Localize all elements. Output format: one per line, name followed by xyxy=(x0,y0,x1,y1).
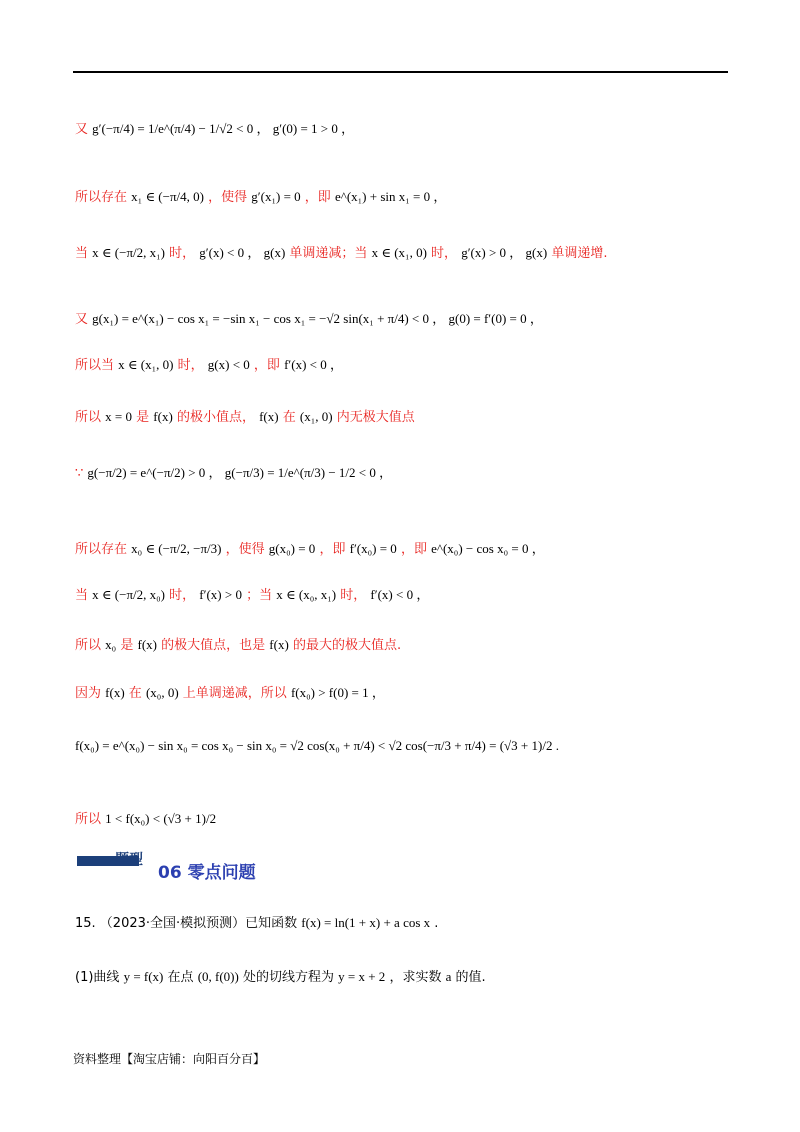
formula: g′(x) > 0 ， g(x) xyxy=(461,245,548,260)
text: ，即 xyxy=(304,190,331,205)
formula: f′(x) < 0 ， xyxy=(370,587,430,602)
text: 是 xyxy=(120,638,134,653)
formula: g(x₁) = e^(x₁) − cos x₁ = −sin x₁ − cos x₁ = −√2 sin(x₁ + π/4) < 0 ， g(0) = f′(0) = 0 ， xyxy=(92,311,543,326)
text: 的极小值点， xyxy=(176,410,255,425)
solution-line-11 xyxy=(75,682,385,701)
solution-line-7 xyxy=(75,462,392,481)
text: 单调递减；当 xyxy=(289,246,368,261)
formula: f(x₀) > f(0) = 1 ， xyxy=(290,685,385,700)
formula: f′(x₀) = 0 xyxy=(349,541,397,556)
text: ，使得 xyxy=(208,190,248,205)
formula: f′(x) < 0 ， xyxy=(284,357,343,372)
solution-line-6 xyxy=(75,406,415,425)
text: 单调递增. xyxy=(551,246,608,261)
formula: f(x) xyxy=(153,409,173,424)
text: 又 xyxy=(75,312,89,327)
text: 在点 xyxy=(167,970,194,985)
text: 的值. xyxy=(455,970,486,985)
text: 时， xyxy=(431,246,458,261)
solution-line-8 xyxy=(75,538,545,557)
text: 当 xyxy=(75,588,89,603)
solution-line-9 xyxy=(75,584,429,603)
solution-line-1 xyxy=(75,118,354,137)
text: 是 xyxy=(136,410,150,425)
text: 时， xyxy=(169,246,196,261)
text: ，求实数 xyxy=(389,970,442,985)
formula: f′(x) > 0 xyxy=(199,587,242,602)
because-symbol: ∵ xyxy=(75,466,84,481)
formula: y = x + 2 xyxy=(338,969,386,984)
header-rule xyxy=(73,71,728,73)
section-badge xyxy=(77,848,147,870)
text: 当 xyxy=(75,246,89,261)
formula: e^(x₁) + sin x₁ = 0 ， xyxy=(334,189,447,204)
text: 所以当 xyxy=(75,358,115,373)
formula: f(x) xyxy=(137,637,157,652)
formula: (0, f(0)) xyxy=(197,969,239,984)
formula: f(x) xyxy=(105,685,125,700)
text: 又 xyxy=(75,122,89,137)
formula: x₁ ∈ (−π/4, 0) xyxy=(131,189,204,204)
text: ，即 xyxy=(400,542,427,557)
formula: a xyxy=(445,969,452,984)
formula: x₀ ∈ (−π/2, −π/3) xyxy=(131,541,222,556)
formula: g′(x) < 0 ， g(x) xyxy=(199,245,286,260)
solution-line-13 xyxy=(75,808,216,827)
formula: x ∈ (x₀, x₁) xyxy=(276,587,337,602)
text: 的极大值点，也是 xyxy=(161,638,266,653)
text: 处的切线方程为 xyxy=(242,970,334,985)
formula: g(x₀) = 0 xyxy=(268,541,316,556)
formula: g′(−π/4) = 1/e^(π/4) − 1/√2 < 0 ， g′(0) = 1 > 0 ， xyxy=(92,121,355,136)
formula: f(x) xyxy=(259,409,279,424)
formula: x = 0 xyxy=(105,409,132,424)
text: ，即 xyxy=(253,358,280,373)
formula: y = f(x) xyxy=(123,969,164,984)
text: 所以 xyxy=(75,410,102,425)
formula: x ∈ (−π/2, x₀) xyxy=(92,587,165,602)
section-title: 06 零点问题 xyxy=(158,863,256,883)
text: 内无极大值点 xyxy=(336,410,415,425)
text: ，即 xyxy=(319,542,346,557)
text: 上单调递减，所以 xyxy=(182,686,287,701)
footer-text: 资料整理【淘宝店铺：向阳百分百】 xyxy=(73,1052,266,1066)
formula: 1 < f(x₀) < (√3 + 1)/2 xyxy=(105,811,217,826)
text: 所以 xyxy=(75,812,102,827)
text: 15. （2023·全国·模拟预测）已知函数 xyxy=(75,916,298,931)
formula: g(x) < 0 xyxy=(207,357,250,372)
formula: (x₁, 0) xyxy=(299,409,333,424)
text: 所以存在 xyxy=(75,190,128,205)
text: 所以 xyxy=(75,638,102,653)
formula: x ∈ (−π/2, x₁) xyxy=(92,245,165,260)
formula: g(−π/2) = e^(−π/2) > 0 ， g(−π/3) = 1/e^(π/3) − 1/2 < 0 ， xyxy=(87,465,393,480)
text: ，使得 xyxy=(225,542,265,557)
solution-line-2 xyxy=(75,186,446,205)
text: 的最大的极大值点. xyxy=(292,638,402,653)
text: . xyxy=(434,916,439,931)
formula: f(x) xyxy=(269,637,289,652)
formula: x₀ xyxy=(105,637,117,652)
formula: x ∈ (x₁, 0) xyxy=(118,357,174,372)
formula: f(x₀) = e^(x₀) − sin x₀ = cos x₀ − sin x₀ = √2 cos(x₀ + π/4) < √2 cos(−π/3 + π/4) = (√3 + 1)/2 . xyxy=(75,738,559,753)
badge-label: 题型 xyxy=(115,852,143,868)
text: 时， xyxy=(340,588,367,603)
problem-line-1 xyxy=(75,912,438,931)
text: 所以存在 xyxy=(75,542,128,557)
text: (1)曲线 xyxy=(75,970,120,985)
solution-line-4 xyxy=(75,308,543,327)
text: 在 xyxy=(128,686,142,701)
text: 在 xyxy=(282,410,296,425)
text: 因为 xyxy=(75,686,102,701)
text: 时， xyxy=(177,358,204,373)
solution-line-3 xyxy=(75,242,607,261)
text: 时， xyxy=(169,588,196,603)
formula: (x₀, 0) xyxy=(145,685,179,700)
formula: g′(x₁) = 0 xyxy=(251,189,301,204)
solution-line-10 xyxy=(75,634,401,653)
solution-line-12 xyxy=(75,738,559,754)
solution-line-5 xyxy=(75,354,343,373)
formula: e^(x₀) − cos x₀ = 0 ， xyxy=(431,541,545,556)
formula: f(x) = ln(1 + x) + a cos x xyxy=(301,915,431,930)
formula: x ∈ (x₁, 0) xyxy=(371,245,427,260)
problem-line-2 xyxy=(75,966,486,985)
text: ；当 xyxy=(246,588,273,603)
